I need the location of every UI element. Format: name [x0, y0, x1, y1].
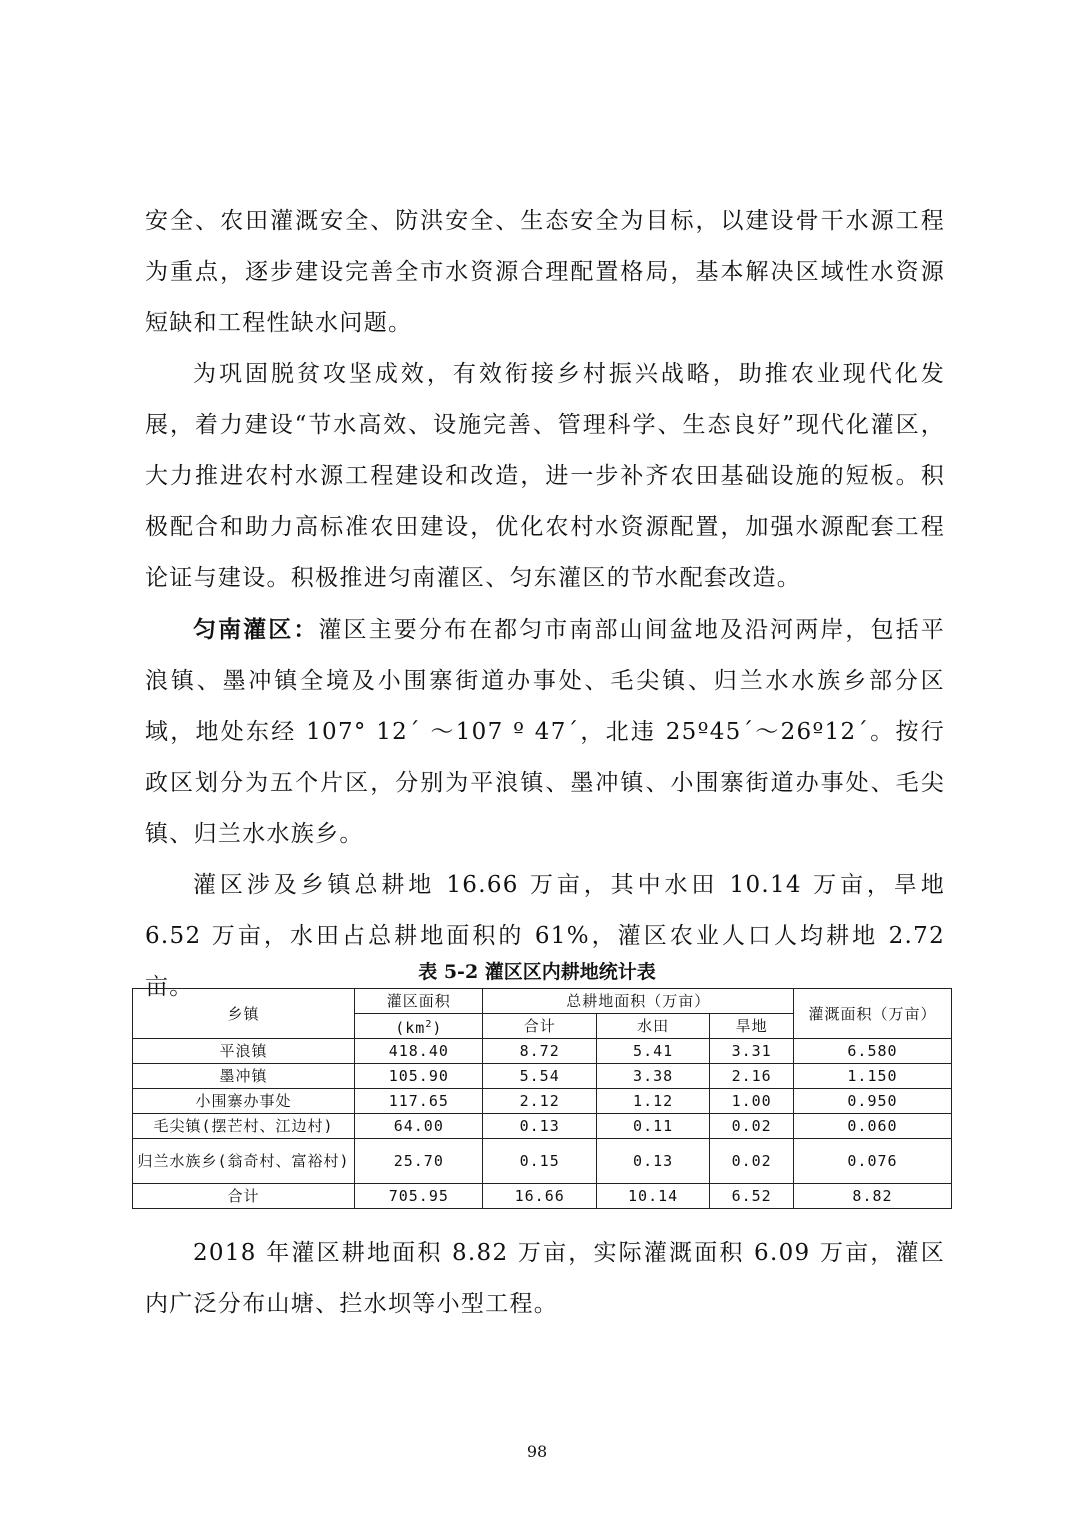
cell-paddy: 0.13 — [596, 1139, 709, 1184]
cell-area: 705.95 — [355, 1184, 483, 1209]
cell-paddy: 10.14 — [596, 1184, 709, 1209]
paragraph-2 — [145, 349, 945, 604]
cell-total: 5.54 — [483, 1064, 596, 1089]
cell-area: 105.90 — [355, 1064, 483, 1089]
table-row — [133, 1089, 952, 1114]
area-unit-text: (km — [395, 1018, 426, 1037]
cell-irrigated: 0.060 — [793, 1114, 951, 1139]
paragraph-5-text: 2018 年灌区耕地面积 8.82 万亩，实际灌溉面积 6.09 万亩，灌区内广泛分布山塘、拦水坝等小型工程。 — [145, 1240, 945, 1317]
paragraph-3-text: 灌区主要分布在都匀市南部山间盆地及沿河两岸，包括平浪镇、墨冲镇全境及小围寨街道办事处、毛尖镇、归兰水水族乡部分区域，地处东经 107° 12´ ～107 º 47´，北违 25º45´～26º12´。按行政区划分为五个片区，分别为平浪镇、墨冲镇、小围寨街道办事处、毛尖镇、归兰水水族乡。 — [145, 617, 946, 847]
cell-town: 毛尖镇(摆芒村、江边村) — [133, 1114, 355, 1139]
header-area-unit — [355, 1014, 483, 1039]
cell-total: 0.13 — [483, 1114, 596, 1139]
cell-irrigated: 8.82 — [793, 1184, 951, 1209]
page-number: 98 — [526, 1442, 548, 1461]
table-row — [133, 1039, 952, 1064]
table-total-row — [133, 1184, 952, 1209]
body-text-after-table — [145, 1228, 945, 1330]
cell-irrigated: 1.150 — [793, 1064, 951, 1089]
header-town: 乡镇 — [133, 989, 355, 1039]
table-header-row — [133, 989, 952, 1014]
cell-dry: 0.02 — [710, 1139, 794, 1184]
cell-dry: 0.02 — [710, 1114, 794, 1139]
table-row — [133, 1064, 952, 1089]
paragraph-4-text: 灌区涉及乡镇总耕地 16.66 万亩，其中水田 10.14 万亩，旱地 6.52 万亩，水田占总耕地面积的 61%，灌区农业人口人均耕地 2.72 亩。 — [145, 872, 945, 1000]
paragraph-2-text: 为巩固脱贫攻坚成效，有效衔接乡村振兴战略，助推农业现代化发展，着力建设“节水高效、设施完善、管理科学、生态良好”现代化灌区，大力推进农村水源工程建设和改造，进一步补齐农田基础设施的短板。积极配合和助力高标准农田建设，优化农村水资源配置，加强水源配套工程论证与建设。积极推进匀南灌区、匀东灌区的节水配套改造。 — [145, 361, 945, 591]
farmland-stats-table — [132, 988, 952, 1209]
header-sub-dry: 旱地 — [710, 1014, 794, 1039]
body-text — [145, 196, 945, 1013]
cell-dry: 6.52 — [710, 1184, 794, 1209]
cell-paddy: 5.41 — [596, 1039, 709, 1064]
cell-paddy: 1.12 — [596, 1089, 709, 1114]
cell-dry: 1.00 — [710, 1089, 794, 1114]
cell-area: 117.65 — [355, 1089, 483, 1114]
cell-town: 归兰水族乡(翁奇村、富裕村) — [133, 1139, 355, 1184]
cell-total: 2.12 — [483, 1089, 596, 1114]
cell-dry: 2.16 — [710, 1064, 794, 1089]
cell-area: 418.40 — [355, 1039, 483, 1064]
header-irrigated: 灌溉面积（万亩） — [793, 989, 951, 1039]
area-unit-sup: 2 — [425, 1018, 433, 1030]
cell-paddy: 0.11 — [596, 1114, 709, 1139]
cell-town: 平浪镇 — [133, 1039, 355, 1064]
paragraph-5 — [145, 1228, 945, 1330]
table-row — [133, 1139, 952, 1184]
header-sub-paddy: 水田 — [596, 1014, 709, 1039]
area-unit-close: ) — [432, 1018, 443, 1037]
table-row — [133, 1114, 952, 1139]
header-area: 灌区面积 — [355, 989, 483, 1014]
paragraph-3-lead: 匀南灌区： — [193, 616, 319, 643]
cell-town: 小围寨办事处 — [133, 1089, 355, 1114]
paragraph-1 — [145, 196, 945, 349]
paragraph-1-text: 安全、农田灌溉安全、防洪安全、生态安全为目标，以建设骨干水源工程为重点，逐步建设完善全市水资源合理配置格局，基本解决区域性水资源短缺和工程性缺水问题。 — [145, 208, 945, 336]
cell-total: 8.72 — [483, 1039, 596, 1064]
cell-total: 16.66 — [483, 1184, 596, 1209]
cell-irrigated: 0.950 — [793, 1089, 951, 1114]
cell-dry: 3.31 — [710, 1039, 794, 1064]
header-total-group: 总耕地面积（万亩） — [483, 989, 793, 1014]
cell-total: 0.15 — [483, 1139, 596, 1184]
cell-area: 25.70 — [355, 1139, 483, 1184]
cell-area: 64.00 — [355, 1114, 483, 1139]
header-sub-total: 合计 — [483, 1014, 596, 1039]
table-caption: 表 5-2 灌区区内耕地统计表 — [418, 961, 656, 983]
cell-paddy: 3.38 — [596, 1064, 709, 1089]
cell-irrigated: 0.076 — [793, 1139, 951, 1184]
cell-town: 墨冲镇 — [133, 1064, 355, 1089]
cell-irrigated: 6.580 — [793, 1039, 951, 1064]
paragraph-3 — [145, 604, 945, 860]
cell-town: 合计 — [133, 1184, 355, 1209]
